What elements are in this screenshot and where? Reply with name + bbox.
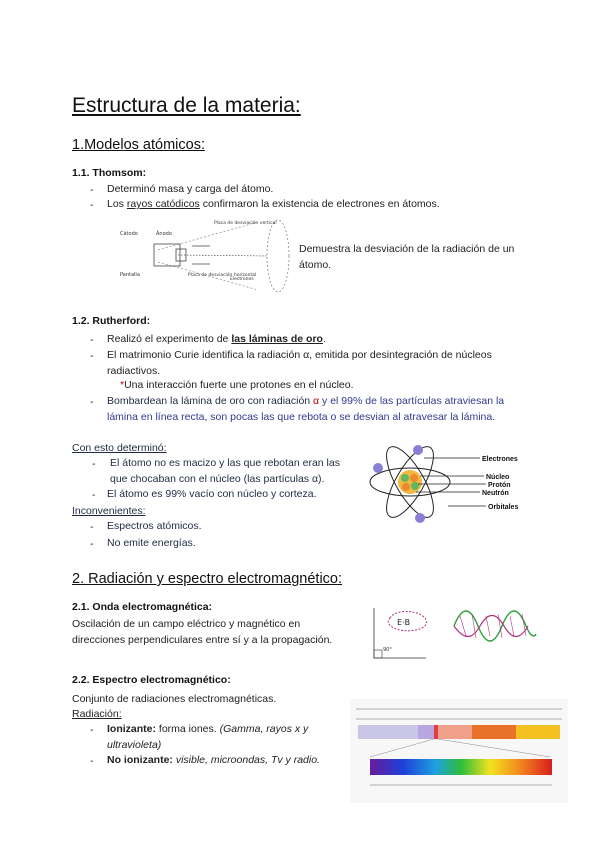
beam-path bbox=[178, 255, 268, 256]
radiation-label: Radiación: bbox=[72, 708, 122, 720]
subheading-em-wave: 2.1. Onda electromagnética: bbox=[72, 601, 213, 613]
field-formula: E·B bbox=[397, 618, 411, 627]
star-mark: * bbox=[120, 379, 125, 391]
label-neutron: Neutrón bbox=[482, 490, 509, 497]
neutron bbox=[411, 482, 419, 490]
wave-hatching bbox=[460, 614, 526, 638]
em-spectrum-figure bbox=[350, 699, 568, 803]
nonionizing-examples: visible, microondas, Tv y radio. bbox=[172, 754, 320, 766]
screen-shape bbox=[267, 220, 289, 292]
rutherford-item-3: Bombardean la lámina de oro con radiación α y el 99% de las partículas atraviesan la lámina en línea recta, son pocas las que rebota o se desvian al atravesar la lámina. bbox=[107, 395, 505, 423]
determined-item-1: El átomo no es macizo y las que rebotan eran las que chocaban con el núcleo (las partículas α). bbox=[110, 457, 340, 485]
subheading-rutherford: 1.2. Rutherford: bbox=[72, 315, 151, 327]
rutherford-star-note: *Una interacción fuerte une protones en el núcleo. bbox=[120, 379, 354, 391]
electron bbox=[413, 445, 423, 455]
electron bbox=[373, 463, 383, 473]
label-electrons: Electrones bbox=[230, 277, 254, 282]
determined-item-2: El átomo es 99% vacío con núcleo y corteza. bbox=[107, 488, 317, 500]
figure-background bbox=[350, 699, 568, 803]
bullet-dash: - bbox=[90, 396, 94, 408]
gold-foil-term: las láminas de oro bbox=[231, 333, 323, 345]
cathode-rays-term: rayos catódicos bbox=[126, 198, 200, 210]
label-proton: Protón bbox=[488, 482, 511, 489]
subheading-em-spectrum: 2.2. Espectro electromagnético: bbox=[72, 674, 231, 686]
bullet-dash: - bbox=[90, 538, 94, 550]
band-microwave bbox=[472, 725, 516, 739]
alpha-symbol: α bbox=[303, 349, 310, 361]
neutron bbox=[401, 474, 409, 482]
band-visible bbox=[434, 725, 438, 739]
thomson-tube-figure bbox=[118, 216, 294, 296]
nonionizing-item bbox=[107, 753, 320, 769]
bullet-dash: - bbox=[90, 184, 94, 196]
section-heading-models: 1.Modelos atómicos: bbox=[72, 137, 205, 153]
bullet-dash: - bbox=[92, 489, 96, 501]
rutherford-item-2: El matrimonio Curie identifica la radiación α, emitida por desintegración de núcleos radiactivos. bbox=[107, 349, 492, 377]
thomson-item-2: Los rayos catódicos confirmaron la existencia de electrones en átomos. bbox=[107, 198, 440, 210]
angle-label: 90° bbox=[383, 647, 392, 653]
thomson-item-1: Determinó masa y carga del átomo. bbox=[107, 183, 274, 195]
drawback-item-2: No emite energías. bbox=[107, 537, 196, 549]
bullet-dash: - bbox=[90, 350, 94, 362]
band-radio bbox=[516, 725, 560, 739]
ionizing-label: Ionizante: bbox=[107, 723, 156, 735]
bullet-dash: - bbox=[90, 755, 94, 767]
bullet-dash: - bbox=[92, 458, 96, 470]
visible-spectrum-bar bbox=[370, 759, 552, 775]
proton bbox=[410, 474, 418, 482]
bullet-dash: - bbox=[90, 199, 94, 211]
determined-label: Con esto determinó: bbox=[72, 442, 167, 454]
field-axes-sketch bbox=[366, 604, 452, 666]
bullet-dash: - bbox=[90, 724, 94, 736]
ionizing-item: Ionizante: forma iones. (Gamma, rayos x y ultravioleta) bbox=[107, 723, 309, 751]
em-spectrum-text: Conjunto de radiaciones electromagnéticas. bbox=[72, 693, 277, 705]
bullet-dash: - bbox=[90, 334, 94, 346]
atom-figure bbox=[368, 440, 568, 528]
em-wave-text: Oscilación de un campo eléctrico y magnético en direcciones perpendiculares entre sí y a la propagación. bbox=[72, 618, 333, 646]
label-orbitals: Orbitales bbox=[488, 504, 519, 511]
label-cathode: Cátodo bbox=[120, 231, 138, 237]
page-title: Estructura de la materia: bbox=[72, 94, 301, 117]
electron bbox=[415, 513, 425, 523]
label-horizontal-plate: Placa de desviación horizontal bbox=[188, 273, 257, 278]
label-screen: Pantalla bbox=[120, 272, 140, 278]
band-infrared bbox=[438, 725, 472, 739]
bullet-dash: - bbox=[90, 521, 94, 533]
drawbacks-label: Inconvenientes: bbox=[72, 505, 146, 517]
nonionizing-label: No ionizante: bbox=[107, 754, 173, 766]
label-nucleus: Núcleo bbox=[486, 474, 510, 481]
alpha-symbol: α bbox=[313, 395, 320, 407]
label-vertical-plate: Placa de desviación vertical bbox=[214, 221, 277, 226]
band-uv bbox=[418, 725, 434, 739]
wave-sketch bbox=[452, 604, 538, 648]
thomson-figure-note: Demuestra la desviación de la radiación de un átomo. bbox=[299, 243, 515, 271]
band-gamma-x bbox=[358, 725, 418, 739]
subheading-thomson: 1.1. Thomsom: bbox=[72, 167, 147, 179]
label-electrons: Electrones bbox=[482, 456, 518, 463]
nucleus bbox=[398, 470, 422, 494]
rutherford-item-1: Realizó el experimento de las láminas de oro. bbox=[107, 333, 326, 345]
section-heading-radiation: 2. Radiación y espectro electromagnético: bbox=[72, 571, 343, 587]
ionizing-examples: (Gamma, rayos x y ultravioleta) bbox=[107, 723, 309, 751]
drawback-item-1: Espectros atómicos. bbox=[107, 520, 202, 532]
label-anode: Ánodo bbox=[156, 231, 172, 237]
right-angle-mark bbox=[374, 650, 382, 658]
proton bbox=[402, 483, 410, 491]
